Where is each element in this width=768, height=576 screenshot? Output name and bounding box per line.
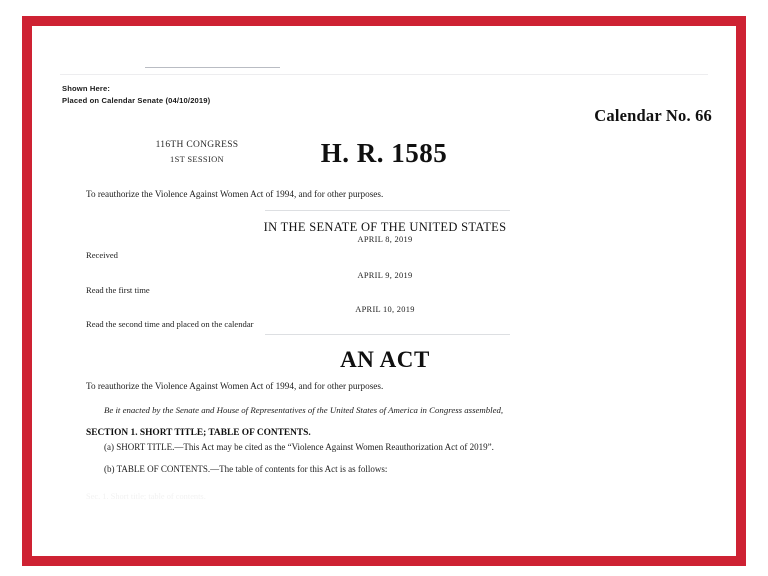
action-text-3: Read the second time and placed on the calendar [86,319,254,329]
enacting-clause: Be it enacted by the Senate and House of Representatives of the United States of America in Congress assembled, [104,405,504,415]
red-border-right [736,16,746,566]
action-date-1: APRIL 8, 2019 [357,235,413,244]
chamber-heading: IN THE SENATE OF THE UNITED STATES [263,220,507,234]
action-date-3: APRIL 10, 2019 [355,305,415,314]
congress-session: 1ST SESSION [170,153,224,164]
congress-number: 116TH CONGRESS [155,140,239,150]
shown-here-status: Placed on Calendar Senate (04/10/2019) [62,95,211,105]
purpose-statement-top: To reauthorize the Violence Against Women Act of 1994, and for other purposes. [86,189,384,199]
congress-block [117,139,277,165]
action-text-2: Read the first time [86,285,150,295]
section-1-subsection-a: (a) SHORT TITLE.—This Act may be cited as the “Violence Against Women Reauthorization Act of 2019”. [104,442,494,452]
bill-number: H. R. 1585 [320,138,448,168]
action-text-1: Received [86,250,118,260]
shown-here-note [62,83,210,107]
toc-cutoff-line: Sec. 1. Short title; table of contents. [86,492,206,501]
red-border-left [22,16,32,566]
header-short-rule [145,67,280,68]
calendar-number: Calendar No. 66 [594,106,712,125]
red-border-top [22,16,746,26]
document-sheet [32,26,736,556]
act-title: AN ACT [340,347,430,372]
purpose-statement-bottom: To reauthorize the Violence Against Women Act of 1994, and for other purposes. [86,381,384,391]
act-section-rule [265,334,510,335]
section-1-subsection-b: (b) TABLE OF CONTENTS.—The table of contents for this Act is as follows: [104,464,388,474]
action-date-2: APRIL 9, 2019 [357,271,413,280]
header-full-rule [60,74,708,75]
red-border-bottom [22,556,746,566]
senate-section-rule [265,210,510,211]
shown-here-label: Shown Here: [62,84,111,93]
section-1-heading: SECTION 1. SHORT TITLE; TABLE OF CONTENTS. [86,428,311,438]
